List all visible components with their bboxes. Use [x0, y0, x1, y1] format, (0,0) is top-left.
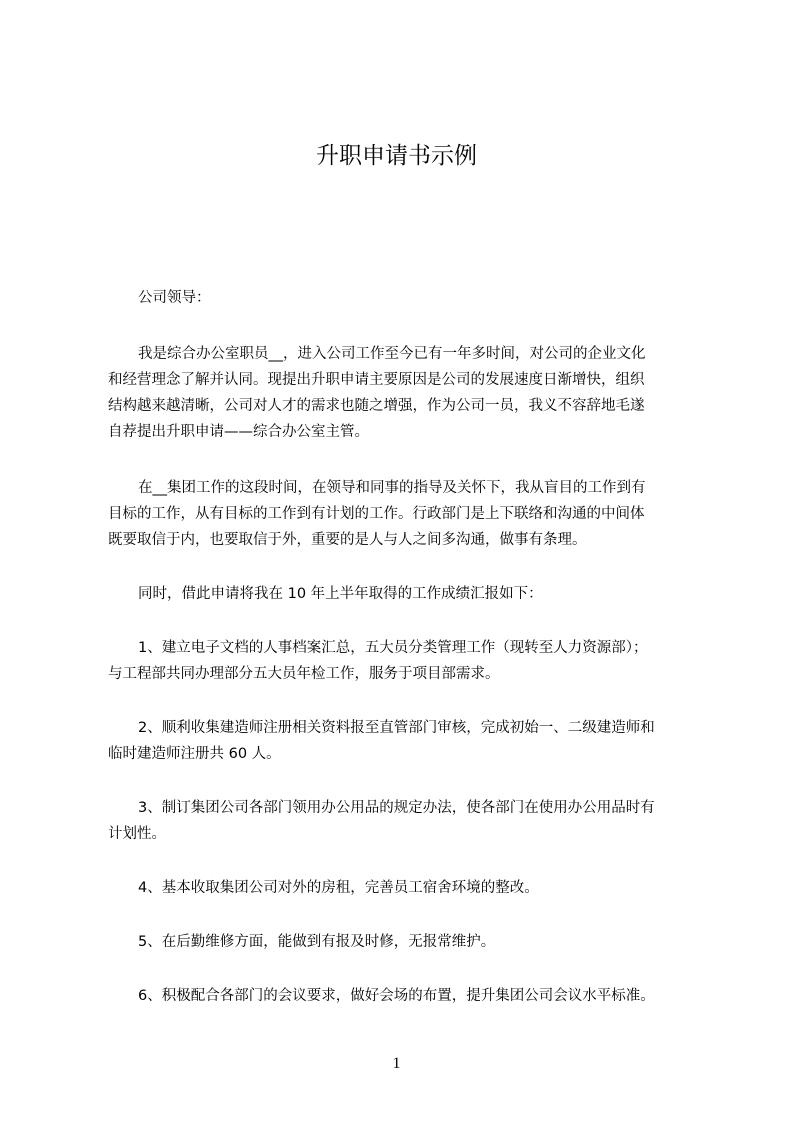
- list-item-line: 临时建造师注册共 60 人。: [108, 746, 281, 762]
- document-title: 升职申请书示例: [316, 143, 477, 169]
- paragraph-line: 结构越来越清晰，公司对人才的需求也随之增强，作为公司一员，我义不容辞地毛遂: [108, 398, 645, 414]
- paragraph-line: 自荐提出升职申请——综合办公室主管。: [108, 424, 369, 440]
- paragraph-line: 目标的工作，从有目标的工作到有计划的工作。行政部门是上下联络和沟通的中间体: [108, 506, 645, 522]
- list-item-line: 6、积极配合各部门的会议要求，做好会场的布置，提升集团公司会议水平标准。: [138, 988, 655, 1004]
- list-item-line: 2、顺利收集建造师注册相关资料报至直管部门审核，完成初始一、二级建造师和: [138, 720, 655, 736]
- list-item-line: 1、建立电子文档的人事档案汇总，五大员分类管理工作（现转至人力资源部）；: [138, 640, 648, 656]
- paragraph-line: 我是综合办公室职员__，进入公司工作至今已有一年多时间，对公司的企业文化: [138, 346, 646, 362]
- list-item-line: 3、制订集团公司各部门领用办公用品的规定办法，使各部门在使用办公用品时有: [138, 800, 655, 816]
- list-item-line: 5、在后勤维修方面，能做到有报及时修，无报常维护。: [138, 934, 496, 950]
- paragraph-line: 和经营理念了解并认同。现提出升职申请主要原因是公司的发展速度日渐增快，组织: [108, 372, 645, 388]
- paragraph-line: 在__集团工作的这段时间，在领导和同事的指导及关怀下，我从盲目的工作到有: [138, 480, 646, 496]
- list-item-line: 与工程部共同办理部分五大员年检工作，服务于项目部需求。: [108, 666, 500, 682]
- paragraph-line: 既要取信于内，也要取信于外，重要的是人与人之间多沟通，做事有条理。: [108, 532, 587, 548]
- list-item-line: 计划性。: [108, 826, 166, 842]
- page-number: 1: [392, 1055, 401, 1072]
- salutation: 公司领导：: [138, 290, 211, 306]
- list-item-line: 4、基本收取集团公司对外的房租，完善员工宿舍环境的整改。: [138, 880, 539, 896]
- paragraph-line: 同时，借此申请将我在 10 年上半年取得的工作成绩汇报如下：: [138, 586, 543, 602]
